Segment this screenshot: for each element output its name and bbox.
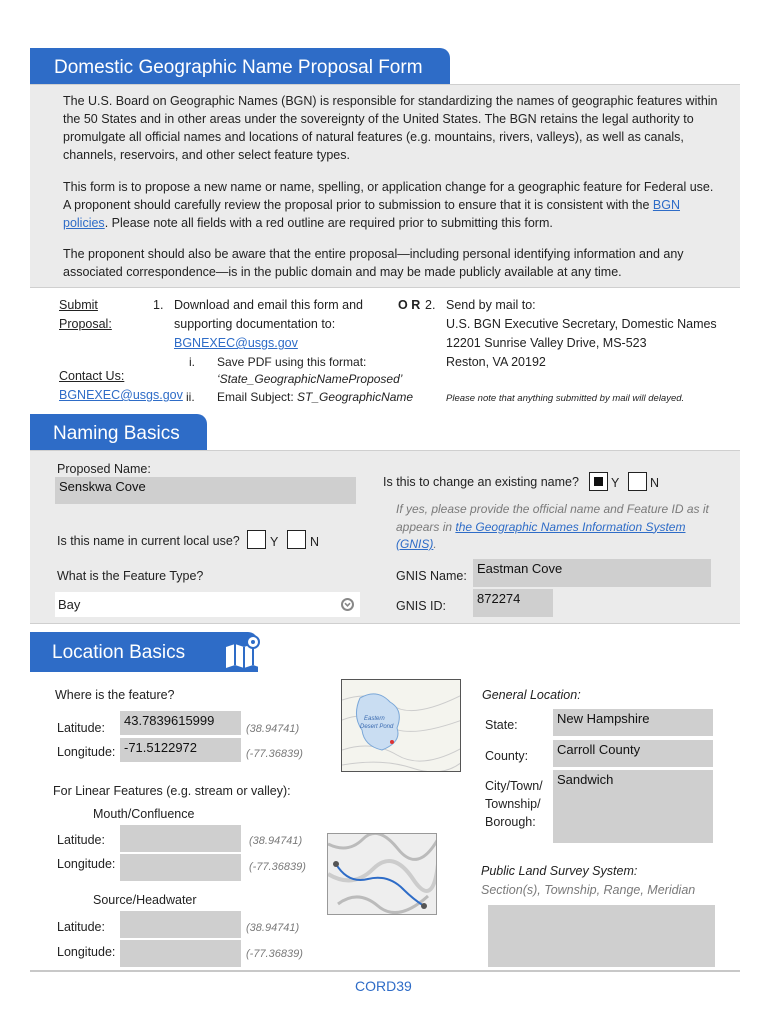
linear-features-label: For Linear Features (e.g. stream or valley): [53, 784, 291, 798]
option-2-line-1: Send by mail to: [446, 298, 536, 312]
feature-type-value: Bay [58, 597, 81, 612]
local-use-no-label: N [310, 535, 320, 549]
sub-step-ii-value: ST_GeographicName [297, 390, 414, 404]
sub-step-ii-number: ii. [186, 390, 195, 404]
form-title-tab [30, 48, 450, 84]
where-label: Where is the feature? [55, 688, 175, 702]
plss-hint: Section(s), Township, Range, Meridian [481, 883, 696, 897]
source-longitude-input[interactable] [120, 940, 241, 967]
mouth-longitude-label: Longitude: [57, 857, 116, 871]
contact-email-link[interactable]: BGNEXEC@usgs.gov [59, 388, 183, 402]
intro-paragraph-3: The proponent should also be aware that the entire proposal—including personal identifying information and any associated correspondence—is in the public domain and may be made publicly available at any time. [63, 247, 684, 279]
sub-step-ii-label: Email Subject: [217, 390, 298, 404]
county-label: County: [485, 749, 529, 763]
county-input[interactable]: Carroll County [553, 740, 713, 767]
sub-step-i-line-1: Save PDF using this format: [217, 355, 367, 369]
gnis-link[interactable]: the Geographic Names Information System (GNIS) [396, 519, 686, 551]
location-basics-tab [30, 632, 258, 672]
latitude-input[interactable]: 43.7839615999 [120, 711, 241, 735]
local-use-no-checkbox[interactable] [287, 530, 306, 549]
plss-input[interactable] [488, 905, 715, 967]
form-code: CORD39 [355, 978, 412, 994]
option-2-line-2: U.S. BGN Executive Secretary, Domestic Names [446, 317, 717, 331]
sub-step-i-number: i. [189, 355, 195, 369]
mouth-latitude-hint: (38.94741) [249, 835, 303, 847]
form-title: Domestic Geographic Name Proposal Form [54, 57, 423, 78]
option-2-number: 2. [425, 298, 436, 312]
change-yes-label: Y [611, 476, 620, 490]
option-1-email-link[interactable]: BGNEXEC@usgs.gov [174, 336, 298, 350]
map-lake-label-1: Eastern [364, 716, 385, 722]
or-separator: O R [398, 298, 421, 312]
sub-step-i-line-2: ‘State_GeographicNameProposed’ [217, 372, 403, 386]
local-use-yes-checkbox[interactable] [247, 530, 266, 549]
plss-label: Public Land Survey System: [481, 864, 638, 878]
location-basics-title: Location Basics [52, 642, 186, 663]
if-yes-text-end: . [433, 537, 437, 551]
linear-feature-map-thumbnail [327, 833, 437, 915]
gnis-name-input[interactable]: Eastman Cove [473, 559, 711, 587]
if-yes-note [396, 501, 714, 554]
gnis-id-label: GNIS ID: [396, 599, 447, 613]
city-label-1: City/Town/ [485, 779, 543, 793]
option-1-line-1: Download and email this form and [174, 298, 363, 312]
contact-label: Contact Us: [59, 369, 125, 383]
sub-step-ii [217, 390, 413, 404]
option-2-line-3: 12201 Sunrise Valley Drive, MS-523 [446, 336, 647, 350]
latitude-label: Latitude: [57, 721, 105, 735]
local-use-question: Is this name in current local use? [57, 534, 240, 548]
longitude-input[interactable]: -71.5122972 [120, 738, 241, 762]
city-input[interactable]: Sandwich [553, 770, 713, 843]
general-location-label: General Location: [482, 688, 581, 702]
map-lake-label-2: Desert Pond [360, 724, 394, 730]
map-icon [224, 635, 264, 669]
option-1-number: 1. [153, 298, 164, 312]
bgn-policies-link[interactable]: BGN policies [63, 198, 680, 230]
intro-p2-text-b: . Please note all fields with a red outline are required prior to submitting this form. [104, 216, 553, 230]
mouth-longitude-input[interactable] [120, 854, 241, 881]
change-no-label: N [650, 476, 660, 490]
intro-p2-text-a: This form is to propose a new name or name, spelling, or application change for a geographic feature for Federal use. A proponent should carefully review the proposal prior to submission to ensure that it is consistent with the [63, 180, 714, 212]
submit-label: Submit [59, 298, 98, 312]
mouth-latitude-input[interactable] [120, 825, 241, 852]
mouth-longitude-hint: (-77.36839) [249, 861, 306, 873]
source-latitude-hint: (38.94741) [246, 922, 300, 934]
source-longitude-label: Longitude: [57, 945, 116, 959]
intro-paragraph-2 [63, 178, 723, 232]
change-yes-checkbox[interactable] [589, 472, 608, 491]
option-1-line-2: supporting documentation to: [174, 317, 336, 331]
change-existing-question: Is this to change an existing name? [383, 475, 579, 489]
state-input[interactable]: New Hampshire [553, 709, 713, 736]
source-latitude-label: Latitude: [57, 920, 105, 934]
proposal-label: Proposal: [59, 317, 112, 331]
latitude-hint: (38.94741) [246, 723, 300, 735]
source-longitude-hint: (-77.36839) [246, 948, 303, 960]
change-no-checkbox[interactable] [628, 472, 647, 491]
state-label: State: [485, 718, 518, 732]
proposed-name-input[interactable]: Senskwa Cove [55, 477, 356, 504]
longitude-hint: (-77.36839) [246, 748, 303, 760]
gnis-id-input[interactable]: 872274 [473, 589, 553, 617]
local-use-yes-label: Y [270, 535, 279, 549]
naming-basics-title: Naming Basics [53, 423, 180, 444]
intro-paragraph-1: The U.S. Board on Geographic Names (BGN) is responsible for standardizing the names of geographic features within the 50 States and in other areas under the sovereignty of the United States. The BGN retains the legal authority to promulgate all official names and locations of natural features (e.g. mountains, rivers, valleys), as well as canals, channels, reservoirs, and other select feature types. [63, 94, 718, 162]
feature-type-select[interactable] [55, 592, 360, 617]
gnis-name-label: GNIS Name: [396, 569, 467, 583]
option-2-line-4: Reston, VA 20192 [446, 355, 546, 369]
city-label-3: Borough: [485, 815, 536, 829]
mail-note: Please note that anything submitted by mail will delayed. [446, 393, 685, 404]
mouth-confluence-label: Mouth/Confluence [93, 807, 195, 821]
dropdown-chevron-icon [341, 598, 354, 611]
location-map-thumbnail [341, 679, 461, 772]
longitude-label: Longitude: [57, 745, 116, 759]
proposed-name-label: Proposed Name: [57, 462, 151, 476]
naming-basics-tab [30, 414, 207, 450]
city-label-2: Township/ [485, 797, 541, 811]
mouth-latitude-label: Latitude: [57, 833, 105, 847]
source-headwater-label: Source/Headwater [93, 893, 197, 907]
source-latitude-input[interactable] [120, 911, 241, 938]
if-yes-text: If yes, please provide the official name and Feature ID as it appears in [396, 502, 709, 534]
feature-type-question: What is the Feature Type? [57, 569, 204, 583]
